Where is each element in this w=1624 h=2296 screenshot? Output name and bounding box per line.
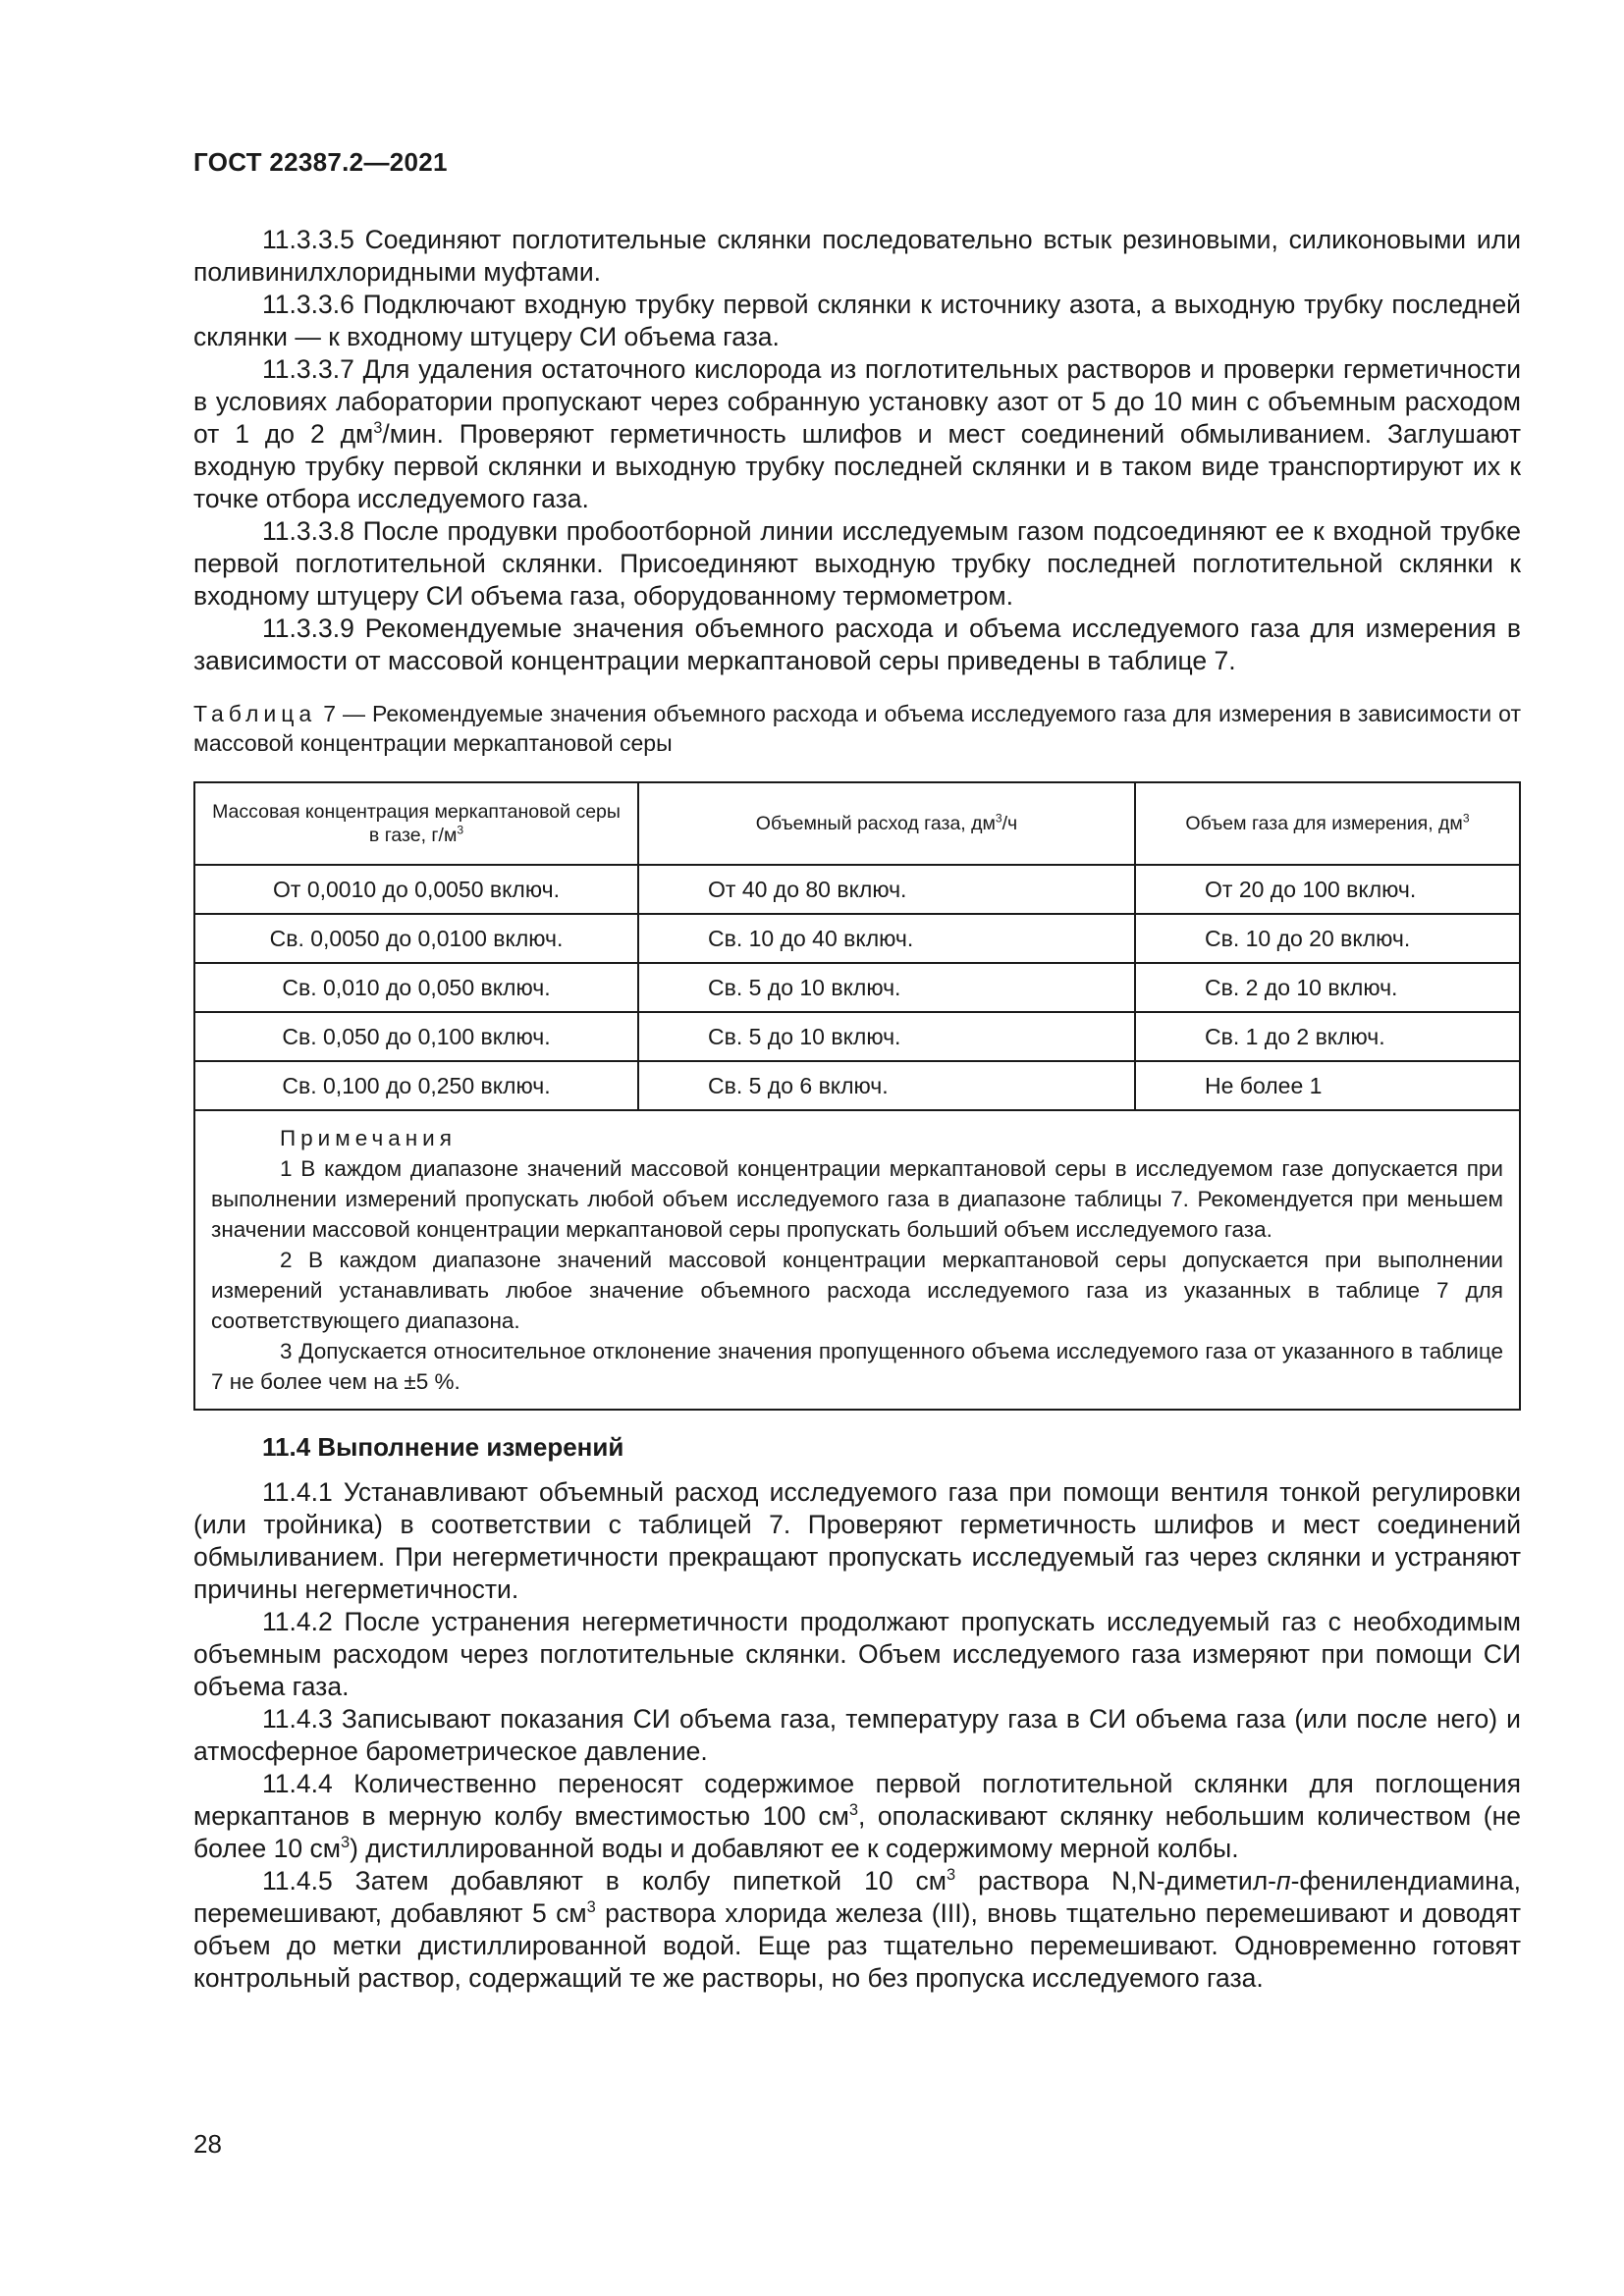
note-3: 3 Допускается относительное отклонение значения пропущенного объема исследуемого газа от указанного в таблице 7 не более чем на ±5 %.: [211, 1339, 1503, 1394]
cell-volume: Св. 10 до 20 включ.: [1135, 914, 1520, 963]
table-notes-row: [194, 1110, 1520, 1410]
cell-concentration: Св. 0,050 до 0,100 включ.: [194, 1012, 638, 1061]
table-row: [194, 1012, 1520, 1061]
page-number: 28: [193, 2129, 222, 2159]
header-gas-volume: Объем газа для измерения, $дм^3$: [1135, 782, 1520, 865]
table-notes: [194, 1110, 1520, 1410]
paragraph-11-3-3-6: 11.3.3.6 Подключают входную трубку первой склянки к источнику азота, а выходную трубку последней склянки — к входному штуцеру СИ объема газа.: [193, 290, 1521, 351]
cell-concentration: Св. 0,0050 до 0,0100 включ.: [194, 914, 638, 963]
cell-flow: Св. 5 до 10 включ.: [638, 1012, 1135, 1061]
cell-volume: Св. 1 до 2 включ.: [1135, 1012, 1520, 1061]
cell-flow: Св. 5 до 6 включ.: [638, 1061, 1135, 1110]
table-caption-text: 7 — Рекомендуемые значения объемного расхода и объема исследуемого газа для измерения в зависимости от массовой концентрации меркаптановой серы: [193, 701, 1521, 756]
table-row: [194, 963, 1520, 1012]
paragraph-11-3-3-9: 11.3.3.9 Рекомендуемые значения объемного расхода и объема исследуемого газа для измерения в зависимости от массовой концентрации меркаптановой серы приведены в таблице 7.: [193, 614, 1521, 675]
cell-flow: От 40 до 80 включ.: [638, 865, 1135, 914]
header-volume-flow: Объемный расход газа, $дм^3/ч$: [638, 782, 1135, 865]
note-1: 1 В каждом диапазоне значений массовой концентрации меркаптановой серы в исследуемом газе допускается при выполнении измерений пропускать любой объем исследуемого газа в диапазоне таблицы 7. Рекомендуется при меньшем значении массовой концентрации меркаптановой серы пропускать больший объем исследуемого газа.: [211, 1156, 1503, 1242]
section-title: 11.4 Выполнение измерений: [262, 1432, 624, 1462]
cell-concentration: Св. 0,010 до 0,050 включ.: [194, 963, 638, 1012]
cell-volume: От 20 до 100 включ.: [1135, 865, 1520, 914]
header-mass-concentration: Массовая концентрация меркаптановой серы в газе, $г/м^3$: [194, 782, 638, 865]
page-content: [193, 224, 1521, 1995]
paragraph-11-4-1: 11.4.1 Устанавливают объемный расход исследуемого газа при помощи вентиля тонкой регулировки (или тройника) в соответствии с таблицей 7. Проверяют герметичность шлифов и мест соединений обмыливанием. При негерметичности прекращают пропускать исследуемый газ через склянки и устраняют причины негерметичности.: [193, 1477, 1521, 1604]
paragraph-11-4-4: 11.4.4 Количественно переносят содержимое первой поглотительной склянки для поглощения меркаптанов в мерную колбу вместимостью 100 $см^3$, ополаскивают склянку небольшим количеством (не более 10 $см^3$) дистиллированной воды и добавляют ее к содержимому мерной колбы.: [193, 1769, 1521, 1863]
table-row: [194, 1061, 1520, 1110]
table-caption-label: Таблица: [193, 701, 317, 726]
table-row: [194, 865, 1520, 914]
cell-volume: Не более 1: [1135, 1061, 1520, 1110]
document-header: ГОСТ 22387.2—2021: [193, 147, 448, 177]
table-header-row: [194, 782, 1520, 865]
cell-concentration: От 0,0010 до 0,0050 включ.: [194, 865, 638, 914]
note-2: 2 В каждом диапазоне значений массовой концентрации меркаптановой серы допускается при выполнении измерений устанавливать любое значение объемного расхода исследуемого газа из указанных в таблице 7 для соответствующего диапазона.: [211, 1248, 1503, 1333]
cell-concentration: Св. 0,100 до 0,250 включ.: [194, 1061, 638, 1110]
table-7: [193, 781, 1521, 1411]
cell-volume: Св. 2 до 10 включ.: [1135, 963, 1520, 1012]
paragraph-11-3-3-8: 11.3.3.8 После продувки пробоотборной линии исследуемым газом подсоединяют ее к входной трубке первой поглотительной склянки. Присоединяют выходную трубку последней поглотительной склянки к входному штуцеру СИ объема газа, оборудованному термометром.: [193, 516, 1521, 611]
cell-flow: Св. 5 до 10 включ.: [638, 963, 1135, 1012]
table-row: [194, 914, 1520, 963]
cell-flow: Св. 10 до 40 включ.: [638, 914, 1135, 963]
paragraph-11-4-5: 11.4.5 Затем добавляют в колбу пипеткой 10 $см^3$ раствора N,N-диметил-п-фенилендиамина, перемешивают, добавляют 5 $см^3$ раствора хлорида железа (III), вновь тщательно перемешивают и доводят объем до метки дистиллированной водой. Еще раз тщательно перемешивают. Одновременно готовят контрольный раствор, содержащий те же растворы, но без пропуска исследуемого газа.: [193, 1866, 1521, 1993]
paragraph-11-4-2: 11.4.2 После устранения негерметичности продолжают пропускать исследуемый газ с необходимым объемным расходом через поглотительные склянки. Объем исследуемого газа измеряют при помощи СИ объема газа.: [193, 1607, 1521, 1701]
paragraph-11-3-3-7: 11.3.3.7 Для удаления остаточного кислорода из поглотительных растворов и проверки герметичности в условиях лаборатории пропускают через собранную установку азот от 5 до 10 мин с объемным расходом от 1 до 2 $дм^3$/мин. Проверяют герметичность шлифов и мест соединений обмыливанием. Заглушают входную трубку первой склянки и выходную трубку последней склянки и в таком виде транспортируют их к точке отбора исследуемого газа.: [193, 354, 1521, 513]
paragraph-11-4-3: 11.4.3 Записывают показания СИ объема газа, температуру газа в СИ объема газа (или после него) и атмосферное барометрическое давление.: [193, 1704, 1521, 1766]
paragraph-11-3-3-5: 11.3.3.5 Соединяют поглотительные склянки последовательно встык резиновыми, силиконовыми или поливинилхлоридными муфтами.: [193, 225, 1521, 287]
table-caption: [193, 699, 1521, 758]
notes-title: Примечания: [280, 1126, 457, 1150]
